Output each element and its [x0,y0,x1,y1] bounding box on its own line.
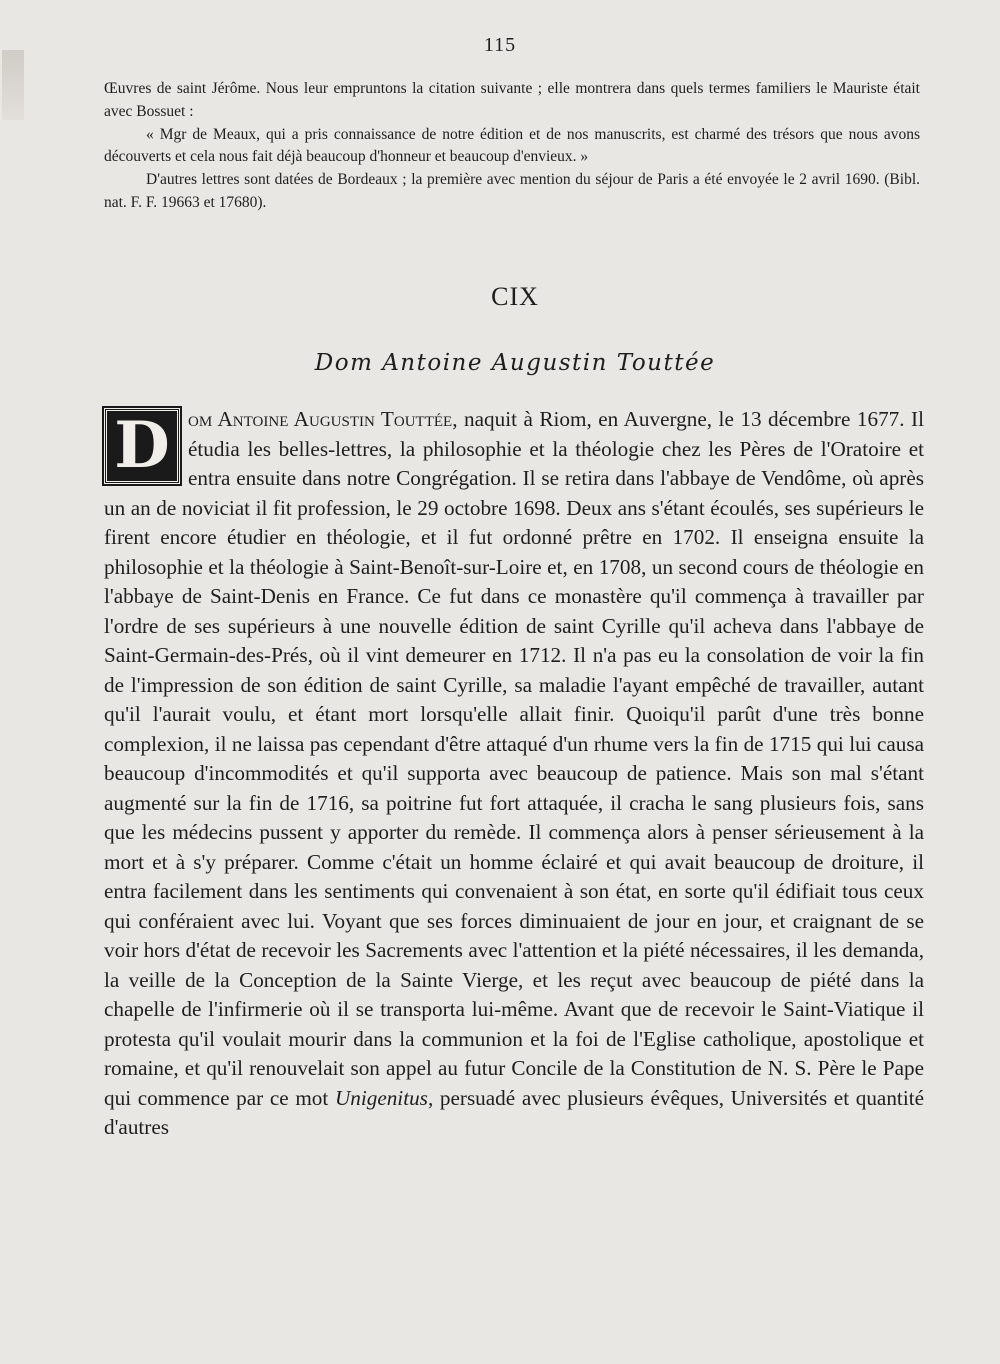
italic-term: Unigenitus [334,1085,428,1110]
intro-section [104,78,920,215]
chapter-title: Dom Antoine Augustin Touttée [314,350,716,376]
ornamental-dropcap: D [104,408,180,484]
biography-paragraph [104,405,924,1143]
page-edge-stain [2,50,24,120]
chapter-number: CIX [491,282,539,311]
intro-quotation: « Mgr de Meaux, qui a pris connaissance de notre édition et de nos manuscrits, est charmé des trésors que nous avons découverts et cela nous fait déjà beaucoup d'honneur et beaucoup d'envieux. » [104,125,920,166]
biography-text-end: , persuadé avec plusieurs évêques, Universités et quantité d'autres [104,1085,924,1139]
intro-paragraph: Œuvres de saint Jérôme. Nous leur empruntons la citation suivante ; elle montrera dans quels termes familiers le Mauriste était avec Bossuet : [104,80,920,120]
subject-name: om Antoine Augustin Touttée [188,407,453,431]
biography-main-text: , naquit à Riom, en Auvergne, le 13 décembre 1677. Il étudia les belles-lettres, la philosophie et la théologie chez les Pères de l'Oratoire et entra ensuite dans notre Congrégation. Il se retira dans l'abbaye de Vendôme, où après un an de noviciat il fit profession, le 29 octobre 1698. Deux ans s'étant écoulés, ses supérieurs le firent encore étudier en théologie, et il fut ordonné prêtre en 1702. Il enseigna ensuite la philosophie et la théologie à Saint-Benoît-sur-Loire et, en 1708, un second cours de théologie en l'abbaye de Saint-Denis en France. Ce fut dans ce monastère qu'il commença à travailler par l'ordre de ses supérieurs à une nouvelle édition de saint Cyrille qu'il acheva dans l'abbaye de Saint-Germain-des-Prés, où il vint demeurer en 1712. Il n'a pas eu la consolation de voir la fin de l'impression de son édition de saint Cyrille, sa maladie l'ayant empêché de travailler, autant qu'il l'aurait voulu, et étant mort lorsqu'elle allait finir. Quoiqu'il parût d'une très bonne complexion, il ne laissa pas cependant d'être attaqué d'un rhume vers la fin de 1715 qui lui causa beaucoup d'incommodités et qu'il supporta avec beaucoup de patience. Mais son mal s'étant augmenté sur la fin de 1716, sa poitrine fut fort attaquée, il cracha le sang plusieurs fois, sans que les médecins pussent y apporter du remède. Il commença alors à penser sérieusement à la mort et à s'y préparer. Comme c'était un homme éclairé et qui avait beaucoup de droiture, il entra facilement dans les sentiments qui convenaient à son état, en sorte qu'il édifiait tous ceux qui conféraient avec lui. Voyant que ses forces diminuaient de jour en jour, et craignant de se voir hors d'état de recevoir les Sacrements avec l'attention et la piété nécessaires, il les demanda, la veille de la Conception de la Sainte Vierge, et les reçut avec beaucoup de piété dans la chapelle de l'infirmerie où il se transporta lui-même. Avant que de recevoir le Saint-Viatique il protesta qu'il voulait mourir dans la communion et la foi de l'Eglise catholique, apostolique et romaine, et qu'il renouvelait son appel au futur Concile de la Constitution de N. S. Père le Pape qui commence par ce mot [104,407,925,1110]
biography-text [104,405,924,1143]
page-number: 115 [483,34,517,56]
intro-paragraph: D'autres lettres sont datées de Bordeaux ; la première avec mention du séjour de Paris a été envoyée le 2 avril 1690. (Bibl. nat. F. F. 19663 et 17680). [104,171,920,211]
